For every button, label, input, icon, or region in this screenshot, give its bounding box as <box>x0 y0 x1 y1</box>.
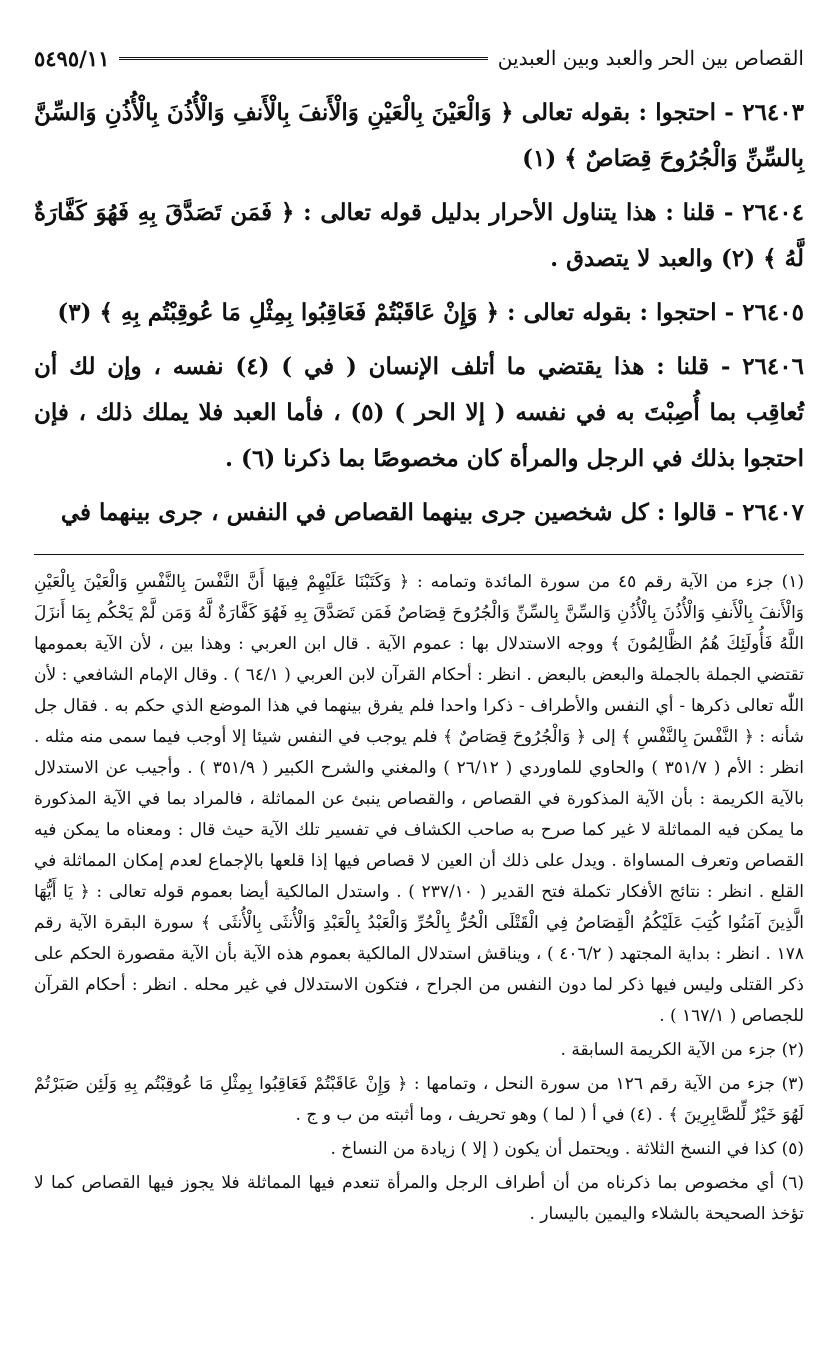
paragraph-26407: ٢٦٤٠٧ - قالوا : كل شخصين جرى بينهما القصاص في النفس ، جرى بينهما في <box>60 499 804 526</box>
footnote-6: (٦) أي مخصوص بما ذكرناه من أن أطراف الرجل والمرأة تنعدم فيها المماثلة فلا يجوز فيها القصاص كما لا تؤخذ الصحيحة بالشلاء واليمين باليسار . <box>34 1173 804 1224</box>
footnote-1: (١) جزء من الآية رقم ٤٥ من سورة المائدة وتمامه : ﴿ وَكَتَبْنَا عَلَيْهِمْ فِيهَا أَنَّ النَّفْسَ بِالنَّفْسِ وَالْعَيْنَ بِالْعَيْنِ وَالْأَنفَ بِالْأَنفِ وَالْأُذُنَ بِالْأُذُنِ وَالسِّنَّ بِالسِّنِّ وَالْجُرُوحَ قِصَاصٌ فَمَن تَصَدَّقَ بِهِ فَهُوَ كَفَّارَةٌ لَّهُ وَمَن لَّمْ يَحْكُم بِمَا أَنزَلَ اللَّهُ فَأُولَئِكَ هُمُ الظَّالِمُونَ ﴾ ووجه الاستدلال بها : عموم الآية . قال ابن العربي : وهذا بين ، لأن الآية بعمومها تقتضي الجملة بالجملة والبعض بالبعض . انظر : أحكام القرآن لابن العربي ( ٦٤/١ ) . وقال الإمام الشافعي : لأن اللّٰه تعالى ذكرها - أي النفس والأطراف - ذكرا واحدا فلم يفرق بينهما في هذا الموضع الذي حكم به . فقال جل شأنه : ﴿ النَّفْسَ بِالنَّفْسِ ﴾ إلى ﴿ وَالْجُرُوحَ قِصَاصٌ ﴾ فلم يوجب في النفس شيئا إلا أوجب فيما سمى منه مثله . انظر : الأم ( ٣٥١/٧ ) والحاوي للماوردي ( ٢٦/١٢ ) والمغني والشرح الكبير ( ٣٥١/٩ ) . وأجيب عن الاستدلال بالآية الكريمة : بأن الآية المذكورة في القصاص ، والقصاص ينبئ عن المماثلة ، فالمراد بما في الآية المذكورة ما يمكن فيه المماثلة لا غير كما صرح به صاحب الكشاف في تفسير تلك الآية حيث قال : ومعناه ما يمكن فيه القصاص وتعرف المساواة . ويدل على ذلك أن العين لا قصاص فيها إذا قلعها بالإجماع لعدم إمكان المماثلة في القلع . انظر : نتائج الأفكار تكملة فتح القدير ( ٢٣٧/١٠ ) . واستدل المالكية أيضا بعموم قوله تعالى : ﴿ يَا أَيُّهَا الَّذِينَ آمَنُوا كُتِبَ عَلَيْكُمُ الْقِصَاصُ فِي الْقَتْلَى الْحُرُّ بِالْحُرِّ وَالْعَبْدُ بِالْعَبْدِ وَالْأُنثَى بِالْأُنثَى ﴾ سورة البقرة الآية رقم ١٧٨ . انظر : بداية المجتهد ( ٤٠٦/٢ ) ، ويناقش استدلال المالكية بعموم هذه الآية بأن الآية مقصورة الحكم على ذكر القتلى وليس فيها ذكر لما دون النفس من الجراح ، فتكون الاستدلال في غير محله . انظر : أحكام القرآن للجصاص ( ١٦٧/١ ) . <box>34 572 804 1026</box>
paragraph-26404: ٢٦٤٠٤ - قلنا : هذا يتناول الأحرار بدليل قوله تعالى : ﴿ فَمَن تَصَدَّقَ بِهِ فَهُوَ كَفَّارَةٌ لَّهُ ﴾ (٢) والعبد لا يتصدق . <box>34 199 804 272</box>
footnote-5: (٥) كذا في النسخ الثلاثة . ويحتمل أن يكون ( إلا ) زيادة من النساخ . <box>330 1139 804 1159</box>
footnote-separator <box>34 554 804 555</box>
paragraph-26403: ٢٦٤٠٣ - احتجوا : بقوله تعالى ﴿ وَالْعَيْنَ بِالْعَيْنِ وَالْأَنفَ بِالْأَنفِ وَالْأُذُنَ بِالْأُذُنِ وَالسِّنَّ بِالسِّنِّ وَالْجُرُوحَ قِصَاصٌ ﴾ (١) <box>34 99 804 172</box>
page-number: ٥٤٩٥/١١ <box>34 45 110 71</box>
running-title: القصاص بين الحر والعبد وبين العبدين <box>497 46 804 70</box>
book-page <box>34 40 804 1233</box>
main-text <box>34 90 804 536</box>
footnotes <box>34 567 804 1230</box>
paragraph-26406: ٢٦٤٠٦ - قلنا : هذا يقتضي ما أتلف الإنسان ( في ) (٤) نفسه ، وإن لك أن تُعاقِب بما أُصِبْتَ به في نفسه ( إلا الحر ) (٥) ، فأما العبد فلا يملك ذلك ، فإن احتجوا بذلك في الرجل والمرأة كان مخصوصًا بما ذكرنا (٦) . <box>34 353 804 472</box>
page-header <box>34 40 804 76</box>
header-rule <box>119 57 487 60</box>
footnote-3-4: (٣) جزء من الآية رقم ١٢٦ من سورة النحل ، وتمامها : ﴿ وَإِنْ عَاقَبْتُمْ فَعَاقِبُوا بِمِثْلِ مَا عُوقِبْتُم بِهِ وَلَئِن صَبَرْتُمْ لَهُوَ خَيْرٌ لِّلصَّابِرِينَ ﴾ . (٤) في أ ( لما ) وهو تحريف ، وما أثبته من ب و ج . <box>34 1074 805 1125</box>
footnote-2: (٢) جزء من الآية الكريمة السابقة . <box>560 1040 804 1060</box>
paragraph-26405: ٢٦٤٠٥ - احتجوا : بقوله تعالى : ﴿ وَإِنْ عَاقَبْتُمْ فَعَاقِبُوا بِمِثْلِ مَا عُوقِبْتُم بِهِ ﴾ (٣) <box>57 299 804 326</box>
